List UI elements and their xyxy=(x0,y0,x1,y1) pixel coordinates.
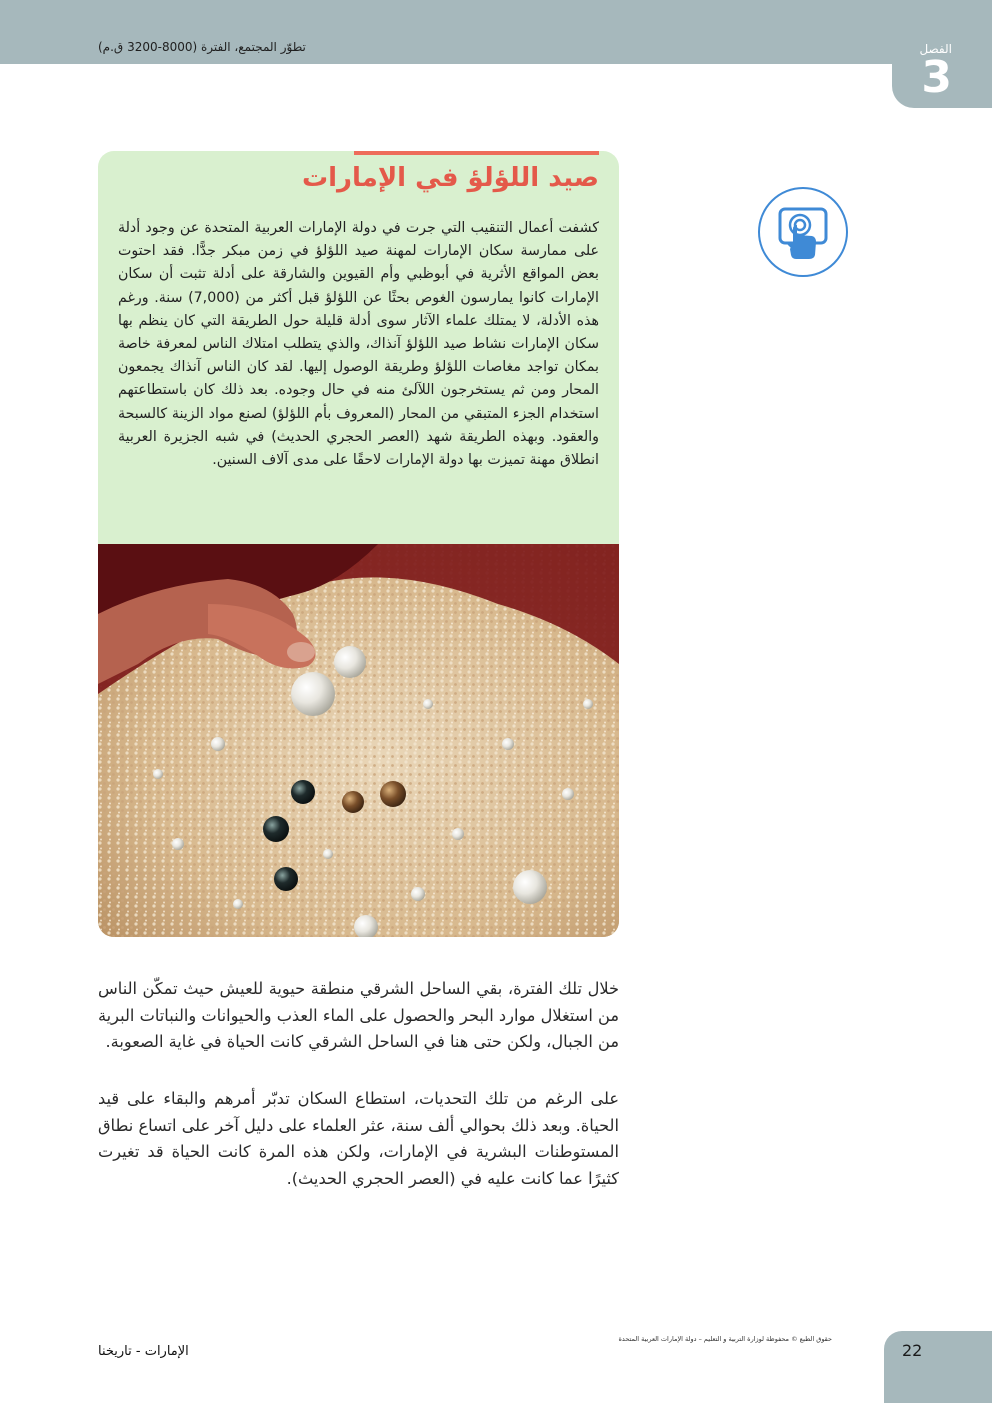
touch-screen-icon xyxy=(758,187,848,277)
chapter-number: 3 xyxy=(921,52,952,103)
page-number: 22 xyxy=(902,1341,923,1360)
title-accent-bar xyxy=(354,151,599,155)
header-band xyxy=(0,0,992,64)
page-number-box xyxy=(884,1331,992,1403)
book-title: الإمارات - تاريخنا xyxy=(98,1344,189,1359)
chapter-label: الفصل xyxy=(919,42,952,56)
feature-title: صيد اللؤلؤ في الإمارات xyxy=(301,163,599,193)
chapter-tab xyxy=(892,0,992,108)
pearls-photo xyxy=(98,544,619,937)
feature-box xyxy=(98,151,619,937)
paragraph-2: على الرغم من تلك التحديات، استطاع السكان تدبّر أمرهم والبقاء على قيد الحياة. وبعد ذلك بحوالي ألف سنة، عثر العلماء على دليل آخر على اتساع نطاق المستوطنات البشرية في الإمارات، ولكن هذه المرة كانت الحياة قد تغيرت كثيرًا عما كانت عليه في (العصر الحجري الحديث). xyxy=(98,1089,619,1188)
feature-body: كشفت أعمال التنقيب التي جرت في دولة الإمارات العربية المتحدة عن وجود أدلة على ممارسة سكان الإمارات لمهنة صيد اللؤلؤ في زمن مبكر جدًّا. فقد احتوت بعض المواقع الأثرية في أبوظبي وأم القيوين والشارقة على أدلة تثبت أن سكان الإمارات كانوا يمارسون الغوص بحثًا عن اللؤلؤ قبل أكثر من (7,000) سنة. ورغم هذه الأدلة، لا يمتلك علماء الآثار سوى أدلة قليلة حول الطريقة التي كان ينظم بها سكان الإمارات نشاط صيد اللؤلؤ آنذاك، والذي يتطلب امتلاك الناس لمعرفة خاصة بمكان تواجد مغاصات اللؤلؤ وطريقة الوصول إليها. لقد كان الناس آنذاك يجمعون المحار ومن ثم يستخرجون اللآلئ منه في حال وجوده. بعد ذلك كان باستطاعتهم استخدام الجزء المتبقي من المحار (المعروف بأم اللؤلؤ) لصنع مواد الزينة كالسبحة والعقود. وبهذه الطريقة شهد (العصر الحجري الحديث) في شبه الجزيرة العربية انطلاق مهنة تميزت بها دولة الإمارات لاحقًا على مدى آلاف السنين. xyxy=(118,220,599,469)
running-title: تطوّر المجتمع، الفترة (8000-3200 ق.م) xyxy=(98,40,306,54)
copyright-notice: حقوق الطبع © محفوظة لوزارة التربية و التعليم – دولة الإمارات العربية المتحدة xyxy=(618,1335,832,1343)
paragraph-1: خلال تلك الفترة، بقي الساحل الشرقي منطقة حيوية للعيش حيث تمكّن الناس من استغلال موارد البحر والحصول على الماء العذب والحيوانات والنباتات البرية من الجبال، ولكن حتى هنا في الساحل الشرقي كانت الحياة في غاية الصعوبة. xyxy=(98,979,619,1051)
